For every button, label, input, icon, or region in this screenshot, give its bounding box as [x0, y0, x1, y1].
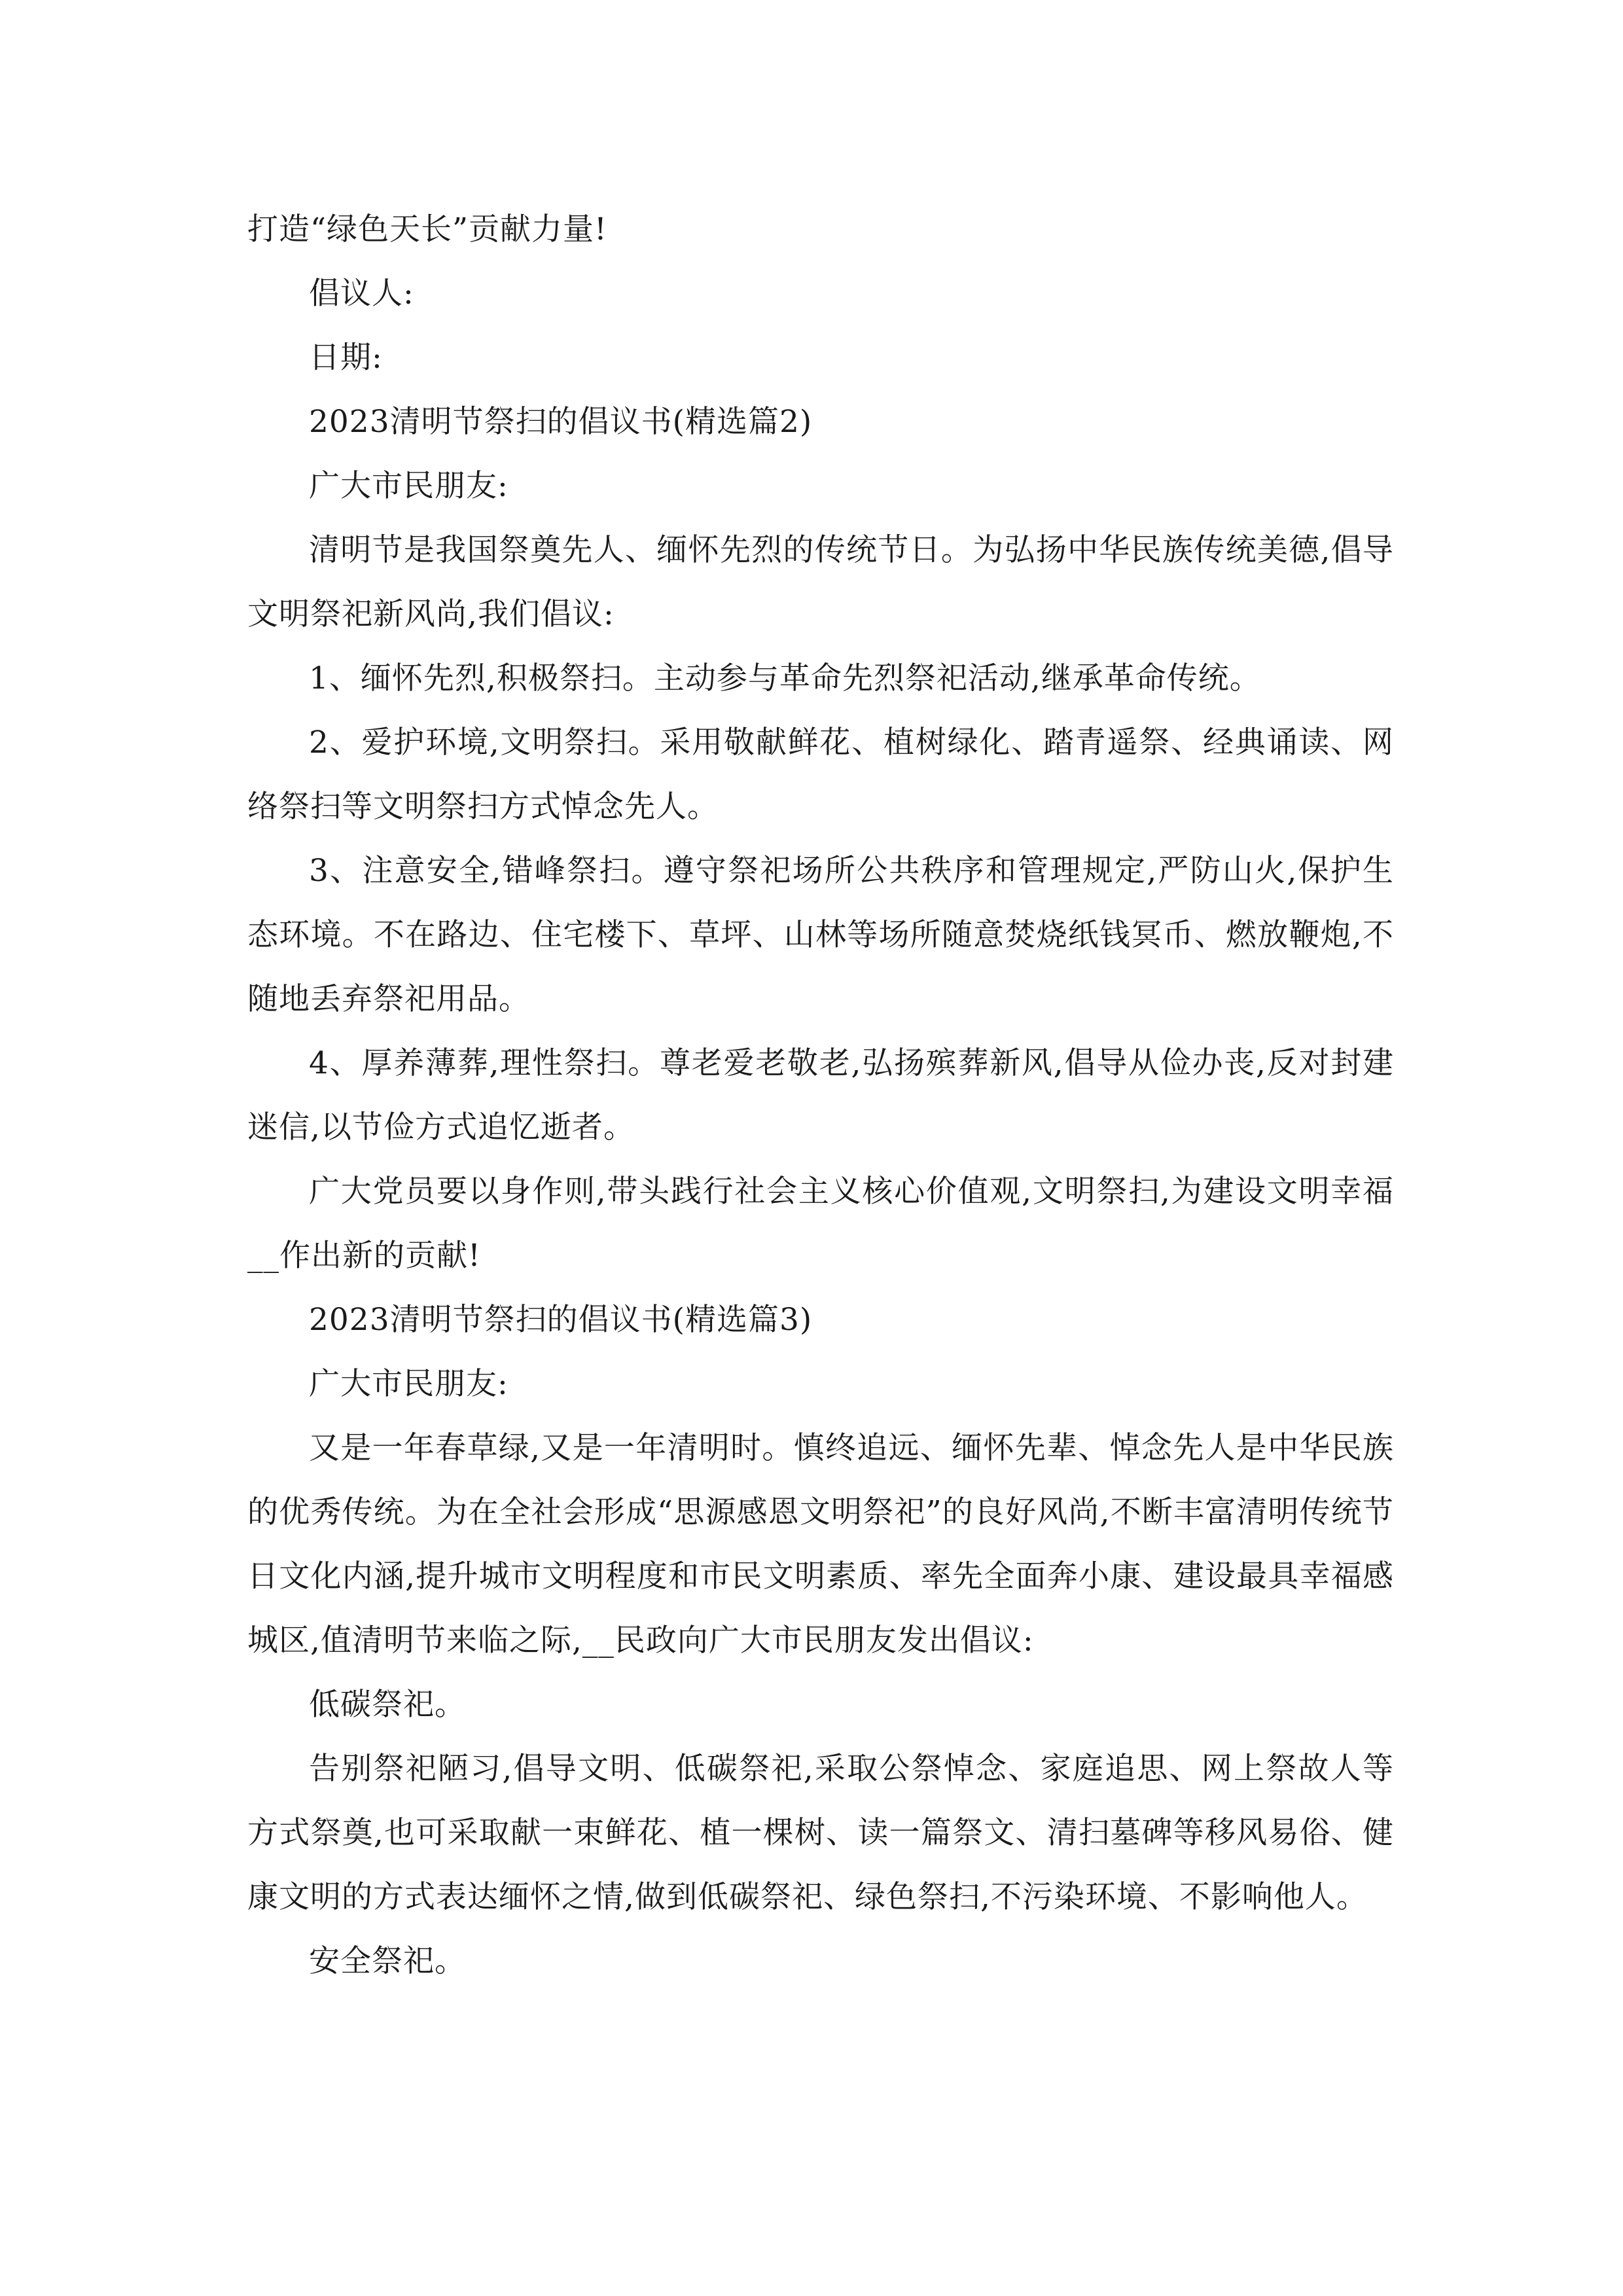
- list-item-1: 1、缅怀先烈,积极祭扫。主动参与革命先烈祭祀活动,继承革命传统。: [309, 660, 1261, 696]
- initiator-label: 倡议人:: [309, 276, 414, 312]
- document-body: [247, 198, 1394, 1994]
- paragraph: 广大党员要以身作则,带头践行社会主义核心价值观,文明祭扫,为建设文明幸福__作出新的贡献!: [247, 1174, 1394, 1274]
- salutation: 广大市民朋友:: [309, 1366, 508, 1402]
- list-item-3: 3、注意安全,错峰祭扫。遵守祭祀场所公共秩序和管理规定,严防山火,保护生态环境。不在路边、住宅楼下、草坪、山林等场所随意焚烧纸钱冥币、燃放鞭炮,不随地丢弃祭祀用品。: [247, 853, 1394, 1017]
- paragraph: 清明节是我国祭奠先人、缅怀先烈的传统节日。为弘扬中华民族传统美德,倡导文明祭祀新风尚,我们倡议:: [247, 532, 1394, 632]
- salutation: 广大市民朋友:: [309, 468, 508, 504]
- list-item-4: 4、厚养薄葬,理性祭扫。尊老爱老敬老,弘扬殡葬新风,倡导从俭办丧,反对封建迷信,以节俭方式追忆逝者。: [247, 1045, 1394, 1145]
- subheading-safety: 安全祭祀。: [309, 1943, 466, 1979]
- paragraph-continuation: 打造“绿色天长”贡献力量!: [247, 211, 607, 247]
- paragraph: 又是一年春草绿,又是一年清明时。慎终追远、缅怀先辈、悼念先人是中华民族的优秀传统。为在全社会形成“思源感恩文明祭祀”的良好风尚,不断丰富清明传统节日文化内涵,提升城市文明程度和市民文明素质、率先全面奔小康、建设最具幸福感城区,值清明节来临之际,__民政向广大市民朋友发出倡议:: [247, 1430, 1394, 1659]
- section-title-3: 2023清明节祭扫的倡议书(精选篇3): [309, 1302, 813, 1338]
- section-title-2: 2023清明节祭扫的倡议书(精选篇2): [309, 404, 813, 440]
- list-item-2: 2、爱护环境,文明祭扫。采用敬献鲜花、植树绿化、踏青遥祭、经典诵读、网络祭扫等文明祭扫方式悼念先人。: [247, 725, 1394, 825]
- subheading-low-carbon: 低碳祭祀。: [309, 1687, 466, 1723]
- date-label: 日期:: [309, 340, 383, 376]
- paragraph: 告别祭祀陋习,倡导文明、低碳祭祀,采取公祭悼念、家庭追思、网上祭故人等方式祭奠,也可采取献一束鲜花、植一棵树、读一篇祭文、清扫墓碑等移风易俗、健康文明的方式表达缅怀之情,做到低碳祭祀、绿色祭扫,不污染环境、不影响他人。: [247, 1751, 1394, 1915]
